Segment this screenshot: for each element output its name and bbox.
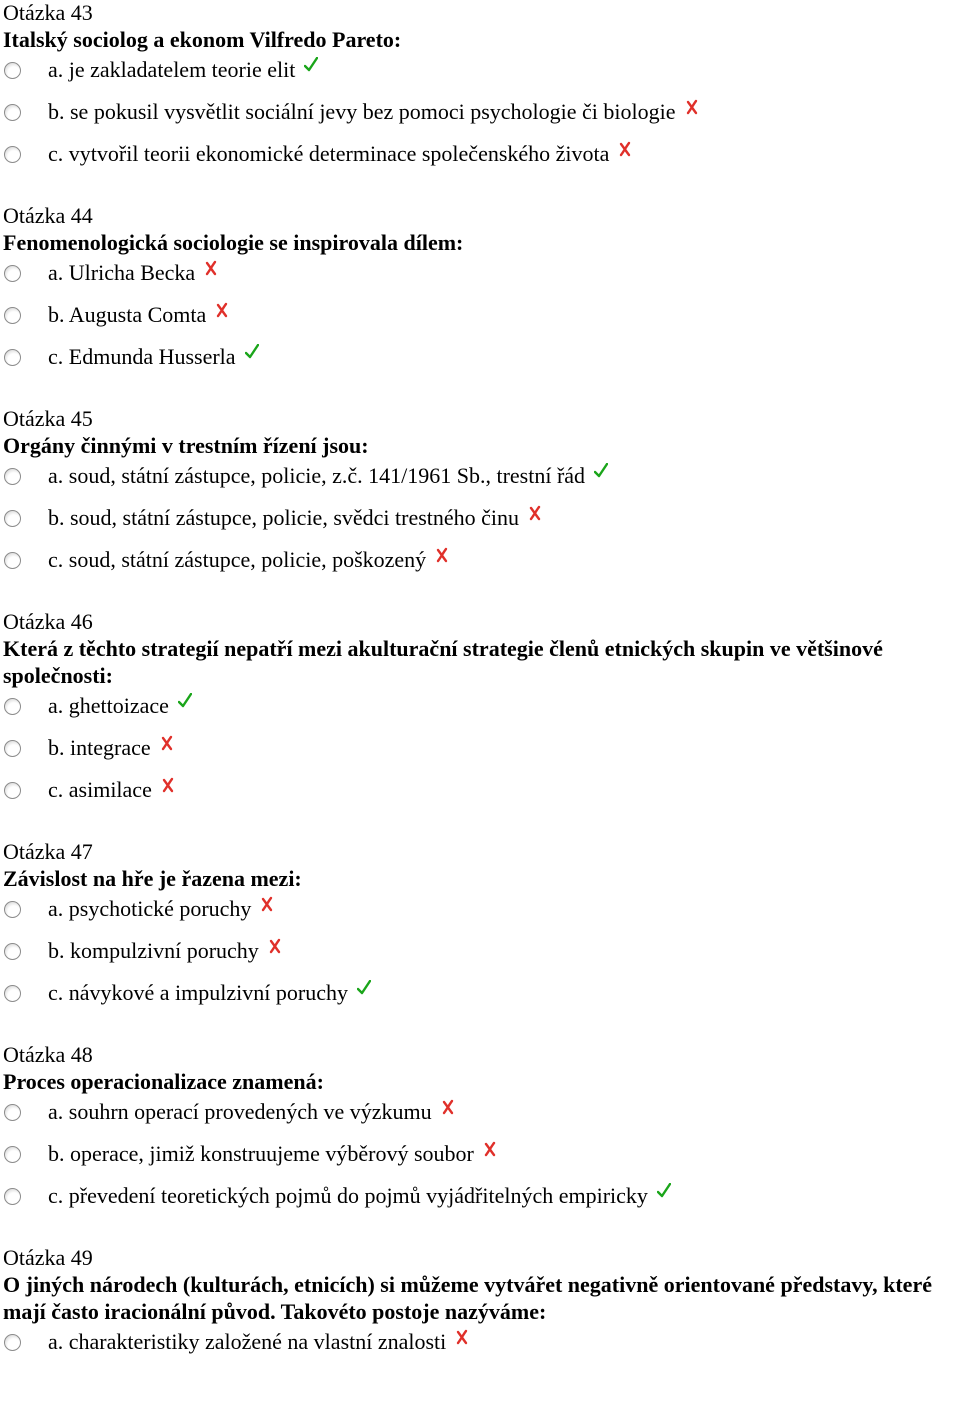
cross-icon	[435, 547, 449, 563]
answer-label	[48, 980, 371, 1006]
question-block	[0, 406, 960, 589]
answer-label	[48, 547, 449, 573]
question-block	[0, 1042, 960, 1225]
question-block	[0, 839, 960, 1022]
cross-icon	[268, 938, 282, 954]
radio-button[interactable]	[4, 62, 21, 79]
answer-option[interactable]	[0, 505, 960, 547]
answer-option[interactable]	[0, 896, 960, 938]
answer-label	[48, 99, 699, 125]
cross-icon	[618, 141, 632, 157]
answer-text: c. návykové a impulzivní poruchy	[48, 980, 348, 1005]
answer-label	[48, 260, 218, 286]
question-number: Otázka 49	[3, 1245, 93, 1270]
cross-icon	[528, 505, 542, 521]
answer-text: b. soud, státní zástupce, policie, svědci trestného činu	[48, 505, 520, 530]
answer-text: a. je zakladatelem teorie elit	[48, 57, 296, 82]
answer-text: c. soud, státní zástupce, policie, poškozený	[48, 547, 427, 572]
answer-label	[48, 693, 192, 719]
radio-button[interactable]	[4, 1146, 21, 1163]
radio-button[interactable]	[4, 985, 21, 1002]
answer-text: c. Edmunda Husserla	[48, 344, 236, 369]
answer-label	[48, 344, 259, 370]
answer-text: a. souhrn operací provedených ve výzkumu	[48, 1099, 432, 1124]
radio-button[interactable]	[4, 901, 21, 918]
answer-option[interactable]	[0, 693, 960, 735]
answer-option[interactable]	[0, 1141, 960, 1183]
cross-icon	[215, 302, 229, 318]
cross-icon	[455, 1329, 469, 1345]
question-block	[0, 609, 960, 819]
answer-label	[48, 896, 274, 922]
answer-label	[48, 777, 175, 803]
answer-option[interactable]	[0, 463, 960, 505]
answer-option[interactable]	[0, 99, 960, 141]
radio-button[interactable]	[4, 1188, 21, 1205]
cross-icon	[161, 777, 175, 793]
answer-label	[48, 1099, 455, 1125]
answer-option[interactable]	[0, 980, 960, 1022]
check-icon	[657, 1183, 671, 1199]
answer-option[interactable]	[0, 1183, 960, 1225]
answer-label	[48, 938, 282, 964]
answer-text: b. operace, jimiž konstruujeme výběrový soubor	[48, 1141, 474, 1166]
question-text: Proces operacionalizace znamená:	[3, 1069, 324, 1094]
radio-button[interactable]	[4, 468, 21, 485]
answer-text: a. ghettoizace	[48, 693, 169, 718]
radio-button[interactable]	[4, 552, 21, 569]
radio-button[interactable]	[4, 740, 21, 757]
question-number: Otázka 44	[3, 203, 93, 228]
answer-option[interactable]	[0, 57, 960, 99]
radio-button[interactable]	[4, 782, 21, 799]
answer-label	[48, 1183, 671, 1209]
answer-label	[48, 463, 608, 489]
check-icon	[304, 57, 318, 73]
question-text: O jiných národech (kulturách, etnicích) si můžeme vytvářet negativně orientované představy, které mají často iracionální původ. Takovéto postoje nazýváme:	[3, 1272, 932, 1324]
radio-button[interactable]	[4, 265, 21, 282]
question-number: Otázka 43	[3, 0, 93, 25]
radio-button[interactable]	[4, 104, 21, 121]
cross-icon	[441, 1099, 455, 1115]
cross-icon	[483, 1141, 497, 1157]
answer-label	[48, 141, 632, 167]
answer-label	[48, 1141, 497, 1167]
answer-option[interactable]	[0, 302, 960, 344]
answer-text: c. vytvořil teorii ekonomické determinace společenského života	[48, 141, 610, 166]
answer-option[interactable]	[0, 938, 960, 980]
answer-text: b. Augusta Comta	[48, 302, 207, 327]
question-block	[0, 0, 960, 183]
radio-button[interactable]	[4, 1104, 21, 1121]
answer-text: b. kompulzivní poruchy	[48, 938, 259, 963]
radio-button[interactable]	[4, 1334, 21, 1351]
cross-icon	[160, 735, 174, 751]
answer-label	[48, 57, 318, 83]
answer-option[interactable]	[0, 344, 960, 386]
answer-text: b. integrace	[48, 735, 151, 760]
question-number: Otázka 46	[3, 609, 93, 634]
radio-button[interactable]	[4, 698, 21, 715]
answer-label	[48, 505, 542, 531]
answer-text: a. Ulricha Becka	[48, 260, 196, 285]
answer-text: c. asimilace	[48, 777, 152, 802]
answer-label	[48, 735, 174, 761]
question-number: Otázka 45	[3, 406, 93, 431]
question-block	[0, 1245, 960, 1371]
answer-text: a. charakteristiky založené na vlastní znalosti	[48, 1329, 447, 1354]
question-number: Otázka 47	[3, 839, 93, 864]
check-icon	[245, 344, 259, 360]
question-number: Otázka 48	[3, 1042, 93, 1067]
radio-button[interactable]	[4, 349, 21, 366]
answer-option[interactable]	[0, 1329, 960, 1371]
question-text: Která z těchto strategií nepatří mezi akulturační strategie členů etnických skupin ve většinové společnosti:	[3, 636, 883, 688]
answer-option[interactable]	[0, 777, 960, 819]
check-icon	[357, 980, 371, 996]
radio-button[interactable]	[4, 146, 21, 163]
answer-text: a. soud, státní zástupce, policie, z.č. 141/1961 Sb., trestní řád	[48, 463, 586, 488]
radio-button[interactable]	[4, 943, 21, 960]
answer-label	[48, 302, 229, 328]
answer-option[interactable]	[0, 260, 960, 302]
question-text: Orgány činnými v trestním řízení jsou:	[3, 433, 369, 458]
radio-button[interactable]	[4, 307, 21, 324]
cross-icon	[685, 99, 699, 115]
answer-text: a. psychotické poruchy	[48, 896, 252, 921]
answer-option[interactable]	[0, 1099, 960, 1141]
question-text: Italský sociolog a ekonom Vilfredo Pareto:	[3, 27, 402, 52]
answer-option[interactable]	[0, 141, 960, 183]
radio-button[interactable]	[4, 510, 21, 527]
check-icon	[594, 463, 608, 479]
cross-icon	[260, 896, 274, 912]
answer-option[interactable]	[0, 547, 960, 589]
answer-text: b. se pokusil vysvětlit sociální jevy bez pomoci psychologie či biologie	[48, 99, 676, 124]
answer-label	[48, 1329, 469, 1355]
answer-text: c. převedení teoretických pojmů do pojmů vyjádřitelných empiricky	[48, 1183, 648, 1208]
check-icon	[178, 693, 192, 709]
question-text: Závislost na hře je řazena mezi:	[3, 866, 302, 891]
question-text: Fenomenologická sociologie se inspirovala dílem:	[3, 230, 464, 255]
answer-option[interactable]	[0, 735, 960, 777]
cross-icon	[204, 260, 218, 276]
question-block	[0, 203, 960, 386]
